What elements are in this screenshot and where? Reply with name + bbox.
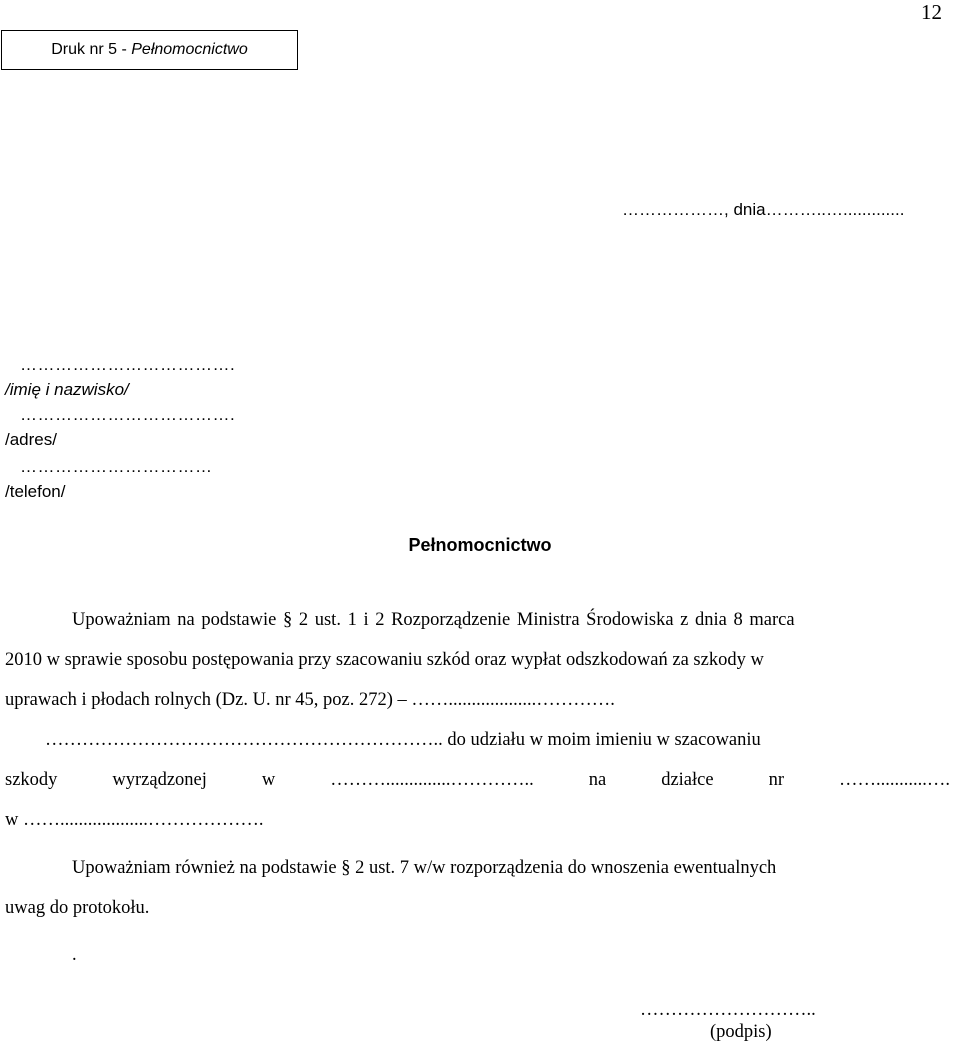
body-line-5-word: działce	[661, 770, 714, 790]
signature-dots: ………………………..	[640, 1000, 816, 1020]
body-line-6: w ……...................……………….	[5, 810, 264, 830]
body-line-7: Upoważniam również na podstawie § 2 ust. 7 w/w rozporządzenia do wnoszenia ewentualnych	[72, 858, 777, 878]
body-line-4: ……………………………………………………….. do udziału w moim imieniu w szacowaniu	[45, 730, 761, 750]
phone-label: /telefon/	[5, 482, 66, 501]
name-dots: ……………………………….	[20, 355, 236, 374]
page-title: Pełnomocnictwo	[408, 535, 552, 555]
address-dots: ……………………………….	[20, 405, 236, 424]
stray-dot: .	[72, 945, 77, 965]
address-label: /adres/	[5, 430, 57, 449]
body-line-8: uwag do protokołu.	[5, 898, 150, 918]
form-label-box	[1, 30, 298, 70]
form-label-italic: Pełnomocnictwo	[131, 41, 248, 58]
body-line-5	[5, 770, 950, 791]
date-line: ………………, dnia………..….............	[622, 200, 905, 219]
body-line-1: Upoważniam na podstawie § 2 ust. 1 i 2 Rozporządzenie Ministra Środowiska z dnia 8 marca	[72, 610, 795, 630]
signature-label: (podpis)	[710, 1022, 772, 1042]
body-line-5-word: ………..............…………..	[330, 770, 534, 790]
name-label: /imię i nazwisko/	[5, 380, 129, 399]
page-number: 12	[921, 0, 942, 24]
body-line-5-word: na	[588, 770, 607, 790]
phone-dots: ……………………………	[20, 457, 213, 476]
body-line-5-word: w	[261, 770, 276, 790]
body-line-3: uprawach i płodach rolnych (Dz. U. nr 45, poz. 272) – ……...................………….	[5, 690, 615, 710]
body-line-5-word: nr	[768, 770, 784, 790]
body-line-2: 2010 w sprawie sposobu postępowania przy szacowaniu szkód oraz wypłat odszkodowań za szkody w	[5, 650, 764, 670]
body-line-5-word: ……...........….	[838, 770, 950, 790]
form-label-prefix: Druk nr 5 -	[51, 41, 132, 58]
body-line-5-word: wyrządzonej	[112, 770, 207, 790]
body-line-5-word: szkody	[5, 770, 58, 790]
